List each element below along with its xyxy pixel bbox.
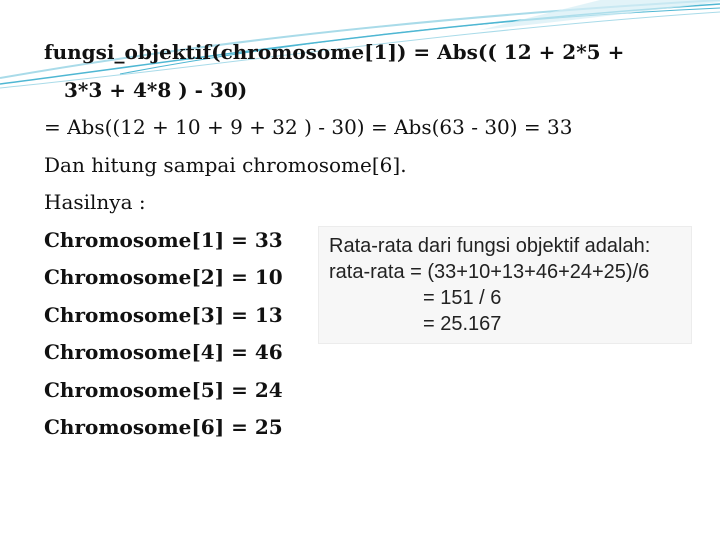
- formula-line-2: 3*3 + 4*8 ) - 30): [64, 77, 248, 102]
- chromosome-result-4: Chromosome[4] = 46: [44, 340, 283, 364]
- formula-line-1: fungsi_objektif(chromosome[1]) = Abs(( 12 + 2*5 +: [44, 40, 625, 64]
- instruction-line: Dan hitung sampai chromosome[6].: [44, 152, 407, 177]
- average-title: Rata-rata dari fungsi objektif adalah:: [329, 235, 651, 257]
- formula-line-3: = Abs((12 + 10 + 9 + 32 ) - 30) = Abs(63 - 30) = 33: [44, 115, 573, 139]
- average-sum: = 151 / 6: [423, 287, 502, 309]
- chromosome-result-1: Chromosome[1] = 33: [44, 227, 283, 252]
- chromosome-result-2: Chromosome[2] = 10: [44, 265, 283, 289]
- average-calculation-image: [318, 226, 692, 344]
- average-formula: rata-rata = (33+10+13+46+24+25)/6: [329, 261, 650, 283]
- chromosome-result-6: Chromosome[6] = 25: [44, 415, 283, 439]
- chromosome-result-3: Chromosome[3] = 13: [44, 302, 283, 327]
- chromosome-result-5: Chromosome[5] = 24: [44, 377, 283, 402]
- average-result: = 25.167: [423, 313, 502, 335]
- result-heading: Hasilnya :: [44, 190, 146, 214]
